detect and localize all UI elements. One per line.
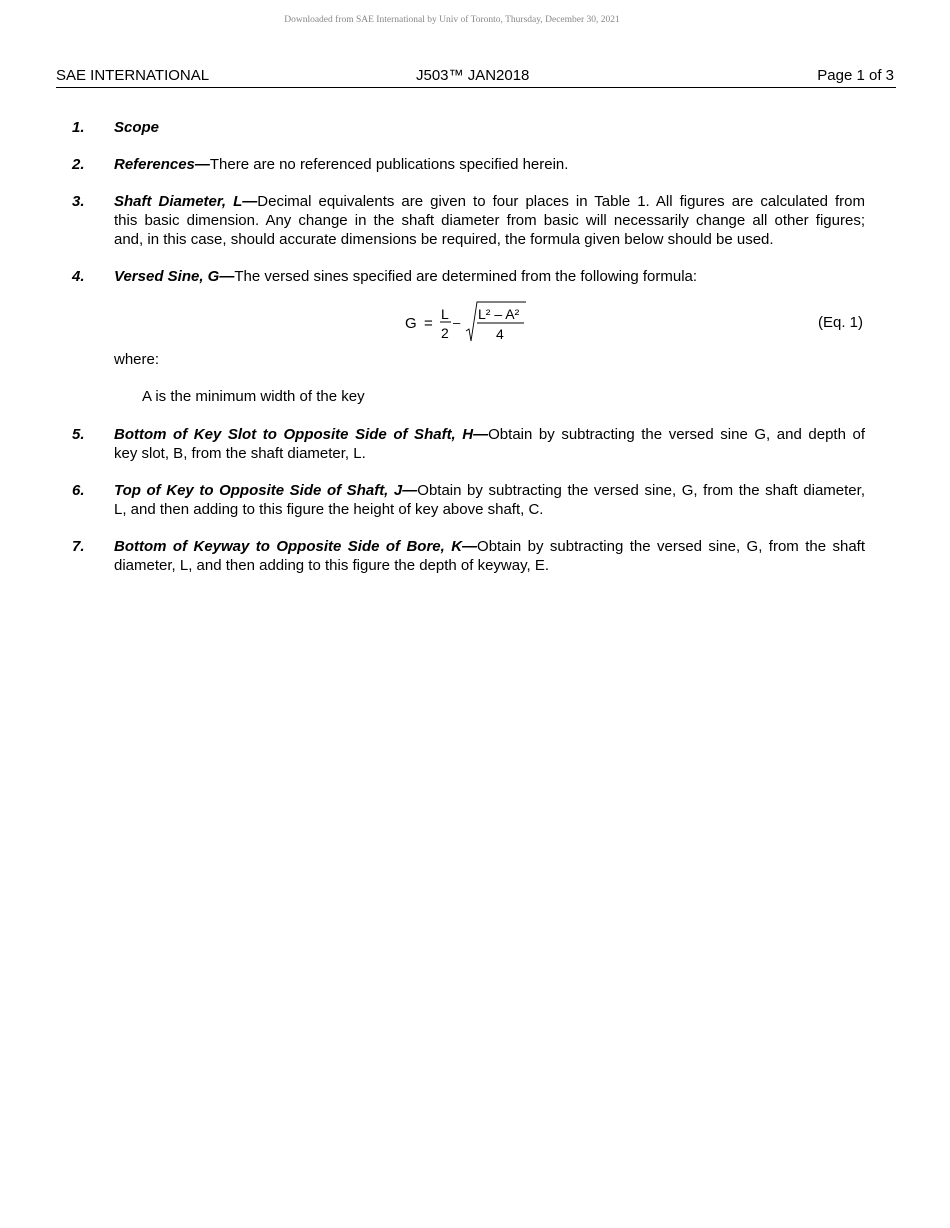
section-number: 7. [72,538,85,555]
section-text-line: diameter, L, and then adding to this figure the depth of keyway, E. [114,557,549,574]
equation-equals: = [424,315,433,332]
section-number: 2. [72,156,85,173]
equation-graphic [400,298,540,344]
section-text-line: The versed sines specified are determined from the following formula: [234,268,698,285]
section-title: References— [114,156,210,173]
section-title: Versed Sine, G— [114,268,235,285]
section-text-line: Obtain by subtracting the versed sine G, and depth of [488,426,865,443]
section-number: 1. [72,119,85,136]
where-label: where: [114,351,160,368]
section-text-line: key slot, B, from the shaft diameter, L. [114,445,366,462]
section-title: Shaft Diameter, L— [114,193,258,210]
fraction-numerator: L [441,306,449,322]
section-title: Bottom of Keyway to Opposite Side of Bore, K— [114,538,478,555]
section-text-line: this basic dimension. Any change in the shaft diameter from basic will necessarily change all other figures; [114,212,865,229]
equation-number: (Eq. 1) [818,314,864,331]
versed-sine-equation [400,298,540,344]
section-number: 3. [72,193,85,210]
section-text-line: and, in this case, should accurate dimensions be required, the formula given below should be used. [114,231,774,248]
radical-numerator: L² – A² [478,306,520,322]
header-organization: SAE INTERNATIONAL [56,67,210,84]
section-text-line: Obtain by subtracting the versed sine, G, from the shaft [477,538,865,555]
radical-denominator: 4 [496,326,504,342]
variable-definition: A is the minimum width of the key [142,388,365,405]
section-text-line: L, and then adding to this figure the height of key above shaft, C. [114,501,544,518]
section-text-line: There are no referenced publications specified herein. [209,156,569,173]
section-number: 5. [72,426,85,443]
download-watermark-note: Downloaded from SAE International by Univ of Toronto, Thursday, December 30, 2021 [284,15,620,25]
section-number: 6. [72,482,85,499]
equation-minus: – [453,315,461,330]
section-title: Top of Key to Opposite Side of Shaft, J— [114,482,418,499]
header-page-number: Page 1 of 3 [817,67,894,84]
header-document-id: J503™ JAN2018 [416,67,530,84]
section-text-line: Obtain by subtracting the versed sine, G, from the shaft diameter, [417,482,865,499]
section-title: Bottom of Key Slot to Opposite Side of Shaft, H— [114,426,489,443]
section-number: 4. [72,268,85,285]
section-text-line: Decimal equivalents are given to four places in Table 1. All figures are calculated from [257,193,865,210]
page-header [56,66,896,88]
section-title: Scope [114,119,160,136]
equation-lhs: G [405,315,417,332]
fraction-denominator: 2 [441,325,449,341]
